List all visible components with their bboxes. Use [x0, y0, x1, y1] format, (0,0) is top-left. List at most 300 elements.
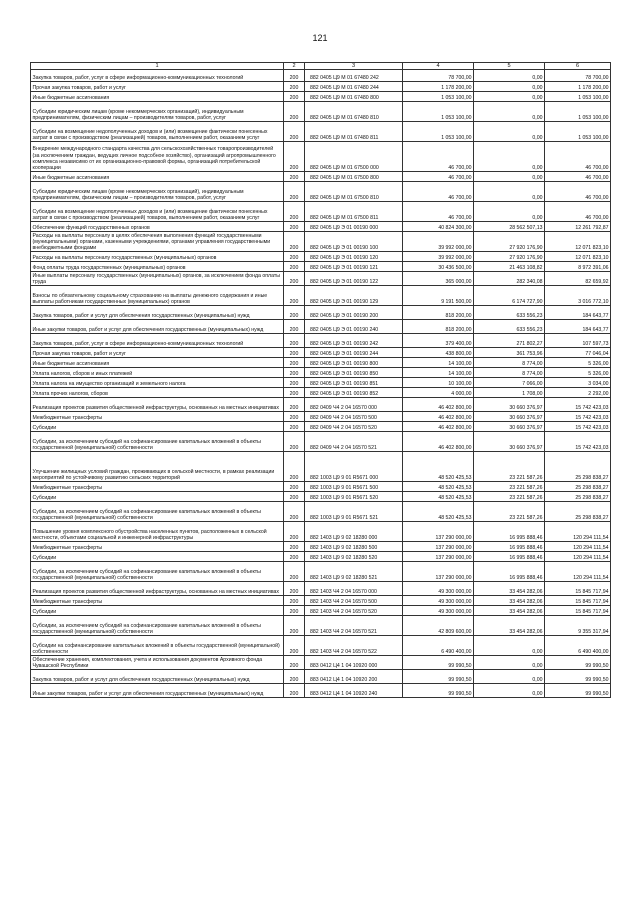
column-header-4: 4 — [403, 63, 474, 70]
table-cell-name: Закупка товаров, работ, услуг в сфере информационно-коммуникационных технологий — [31, 334, 284, 348]
table-cell-executed: 0,00 — [474, 182, 545, 202]
table-cell-unexecuted: 25 298 838,27 — [545, 482, 611, 492]
table-cell-budget-code: 882 0409 Ч4 2 04 16570 520 — [305, 422, 403, 432]
table-cell-name: Субсидии — [31, 552, 284, 562]
table-cell-unexecuted: 25 298 838,27 — [545, 502, 611, 522]
table-cell-executed: 23 221 587,26 — [474, 492, 545, 502]
table-row — [31, 606, 611, 616]
table-cell-executed: 33 454 282,06 — [474, 606, 545, 616]
table-cell-executed: 27 920 176,90 — [474, 232, 545, 252]
table-cell-line-code: 200 — [284, 616, 305, 636]
table-cell-approved: 818 200,00 — [403, 306, 474, 320]
table-cell-unexecuted: 15 845 717,94 — [545, 582, 611, 596]
table-cell-executed: 16 995 888,46 — [474, 562, 545, 582]
table-cell-approved: 42 809 600,00 — [403, 616, 474, 636]
table-cell-unexecuted: 120 294 111,54 — [545, 542, 611, 552]
table-cell-approved: 99 990,50 — [403, 670, 474, 684]
table-cell-budget-code: 882 0405 Ц9 Э 01 00190 851 — [305, 378, 403, 388]
table-cell-line-code: 200 — [284, 552, 305, 562]
table-cell-unexecuted: 1 053 100,00 — [545, 92, 611, 102]
table-cell-name: Субсидии на софинансирование капитальных вложений в объекты государственной (муниципальной) собственности — [31, 636, 284, 656]
table-cell-executed: 0,00 — [474, 82, 545, 92]
table-cell-unexecuted: 99 990,50 — [545, 670, 611, 684]
table-row — [31, 398, 611, 412]
table-cell-unexecuted: 46 700,00 — [545, 182, 611, 202]
table-cell-budget-code: 882 0405 Ц9 М 01 67500 800 — [305, 172, 403, 182]
table-cell-line-code: 200 — [284, 670, 305, 684]
table-cell-unexecuted: 99 990,50 — [545, 684, 611, 698]
table-cell-executed: 0,00 — [474, 636, 545, 656]
table-cell-approved: 78 700,00 — [403, 70, 474, 82]
table-cell-approved: 46 402 800,00 — [403, 412, 474, 422]
table-cell-line-code: 200 — [284, 182, 305, 202]
table-cell-budget-code: 882 1403 Ц9 9 02 18280 521 — [305, 562, 403, 582]
table-cell-executed: 16 995 888,46 — [474, 542, 545, 552]
table-cell-name: Межбюджетные трансферты — [31, 542, 284, 552]
table-cell-executed: 0,00 — [474, 102, 545, 122]
table-row — [31, 412, 611, 422]
table-cell-budget-code: 882 0405 Ц9 Э 01 00190 244 — [305, 348, 403, 358]
table-row — [31, 656, 611, 670]
table-cell-approved: 137 290 000,00 — [403, 522, 474, 542]
table-cell-line-code: 200 — [284, 286, 305, 306]
table-row — [31, 562, 611, 582]
table-cell-approved: 4 000,00 — [403, 388, 474, 398]
table-cell-name: Закупка товаров, работ и услуг для обеспечения государственных (муниципальных) нужд — [31, 670, 284, 684]
table-cell-name: Реализация проектов развития общественной инфраструктуры, основанных на местных инициативах — [31, 398, 284, 412]
table-cell-unexecuted: 3 016 772,10 — [545, 286, 611, 306]
table-cell-name: Уплата налога на имущество организаций и земельного налога — [31, 378, 284, 388]
table-cell-budget-code: 882 1003 Ц9 9 01 R5671 520 — [305, 492, 403, 502]
table-cell-budget-code: 882 0405 Ц9 Э 01 00190 852 — [305, 388, 403, 398]
table-cell-name: Фонд оплаты труда государственных (муниципальных) органов — [31, 262, 284, 272]
table-cell-approved: 46 402 800,00 — [403, 422, 474, 432]
table-cell-name: Иные выплаты персоналу государственных (муниципальных) органов, за исключением фонда оплаты труда — [31, 272, 284, 286]
table-cell-approved: 49 300 000,00 — [403, 606, 474, 616]
table-cell-unexecuted: 46 700,00 — [545, 142, 611, 172]
table-cell-approved: 46 700,00 — [403, 202, 474, 222]
table-cell-budget-code: 882 0405 Ц9 М 01 67480 810 — [305, 102, 403, 122]
table-cell-unexecuted: 12 071 823,10 — [545, 232, 611, 252]
table-cell-executed: 21 463 108,82 — [474, 262, 545, 272]
table-cell-line-code: 200 — [284, 412, 305, 422]
table-cell-line-code: 200 — [284, 684, 305, 698]
table-cell-unexecuted: 8 972 391,06 — [545, 262, 611, 272]
table-cell-unexecuted: 15 742 423,03 — [545, 432, 611, 452]
table-cell-executed: 0,00 — [474, 70, 545, 82]
column-header-6: 6 — [545, 63, 611, 70]
table-cell-executed: 28 562 507,13 — [474, 222, 545, 232]
table-cell-executed: 1 708,00 — [474, 388, 545, 398]
table-cell-name: Иные бюджетные ассигнования — [31, 92, 284, 102]
table-cell-budget-code: 882 0405 Ц9 Э 01 00190 850 — [305, 368, 403, 378]
table-row — [31, 82, 611, 92]
table-cell-unexecuted: 2 292,00 — [545, 388, 611, 398]
table-cell-line-code: 200 — [284, 482, 305, 492]
table-row — [31, 272, 611, 286]
table-cell-line-code: 200 — [284, 272, 305, 286]
table-row — [31, 368, 611, 378]
table-cell-approved: 49 300 000,00 — [403, 582, 474, 596]
table-row — [31, 358, 611, 368]
table-cell-budget-code: 882 0409 Ч4 2 04 16570 000 — [305, 398, 403, 412]
table-cell-line-code: 200 — [284, 596, 305, 606]
table-cell-unexecuted: 46 700,00 — [545, 172, 611, 182]
table-cell-budget-code: 882 0405 Ц9 Э 01 00190 000 — [305, 222, 403, 232]
table-cell-approved: 46 700,00 — [403, 142, 474, 172]
table-cell-budget-code: 883 0412 Ц4 1 04 10920 200 — [305, 670, 403, 684]
table-cell-unexecuted: 120 294 111,54 — [545, 562, 611, 582]
table-cell-name: Уплата прочих налогов, сборов — [31, 388, 284, 398]
table-cell-budget-code: 882 0405 Ц9 Э 01 00190 242 — [305, 334, 403, 348]
table-cell-executed: 282 340,08 — [474, 272, 545, 286]
table-cell-approved: 137 290 000,00 — [403, 552, 474, 562]
table-cell-budget-code: 882 0405 Ц9 Э 01 00190 240 — [305, 320, 403, 334]
table-cell-executed: 8 774,00 — [474, 358, 545, 368]
table-row — [31, 286, 611, 306]
table-cell-line-code: 200 — [284, 334, 305, 348]
table-row — [31, 552, 611, 562]
table-cell-approved: 48 520 425,53 — [403, 492, 474, 502]
table-cell-approved: 10 100,00 — [403, 378, 474, 388]
table-cell-unexecuted: 15 742 423,03 — [545, 398, 611, 412]
table-cell-line-code: 200 — [284, 102, 305, 122]
table-cell-executed: 33 454 282,06 — [474, 616, 545, 636]
column-header-3: 3 — [305, 63, 403, 70]
table-cell-name: Субсидии, за исключением субсидий на софинансирование капитальных вложений в объекты государственной (муниципальной) собственности — [31, 616, 284, 636]
table-cell-executed: 633 556,23 — [474, 306, 545, 320]
table-cell-unexecuted: 82 659,92 — [545, 272, 611, 286]
table-row — [31, 102, 611, 122]
table-cell-approved: 1 053 100,00 — [403, 122, 474, 142]
table-cell-executed: 0,00 — [474, 202, 545, 222]
table-row — [31, 582, 611, 596]
table-row — [31, 378, 611, 388]
table-cell-line-code: 200 — [284, 432, 305, 452]
table-cell-name: Субсидии, за исключением субсидий на софинансирование капитальных вложений в объекты государственной (муниципальной) собственности — [31, 432, 284, 452]
page-number: 121 — [312, 33, 328, 43]
column-header-1: 1 — [31, 63, 284, 70]
table-cell-line-code: 200 — [284, 422, 305, 432]
table-cell-unexecuted: 25 298 838,27 — [545, 492, 611, 502]
table-cell-unexecuted: 99 990,50 — [545, 656, 611, 670]
table-cell-unexecuted: 120 294 111,54 — [545, 522, 611, 542]
table-cell-unexecuted: 15 845 717,94 — [545, 596, 611, 606]
table-cell-name: Закупка товаров, работ и услуг для обеспечения государственных (муниципальных) нужд — [31, 306, 284, 320]
table-cell-approved: 365 000,00 — [403, 272, 474, 286]
table-cell-executed: 0,00 — [474, 142, 545, 172]
table-cell-approved: 1 053 100,00 — [403, 102, 474, 122]
table-cell-executed: 0,00 — [474, 670, 545, 684]
table-cell-name: Иные бюджетные ассигнования — [31, 358, 284, 368]
table-row — [31, 502, 611, 522]
table-row — [31, 348, 611, 358]
table-cell-executed: 23 221 587,26 — [474, 482, 545, 492]
table-cell-budget-code: 882 0405 Ц9 Э 01 00190 200 — [305, 306, 403, 320]
table-row — [31, 122, 611, 142]
table-cell-budget-code: 882 0405 Ц9 М 01 67480 800 — [305, 92, 403, 102]
table-row — [31, 522, 611, 542]
table-cell-unexecuted: 1 053 100,00 — [545, 102, 611, 122]
table-cell-executed: 271 802,27 — [474, 334, 545, 348]
table-cell-budget-code: 882 0405 Ц9 Э 01 00190 121 — [305, 262, 403, 272]
table-cell-approved: 1 053 100,00 — [403, 92, 474, 102]
table-cell-name: Прочая закупка товаров, работ и услуг — [31, 348, 284, 358]
table-cell-executed: 27 920 176,90 — [474, 252, 545, 262]
table-cell-line-code: 200 — [284, 262, 305, 272]
table-cell-executed: 23 221 587,26 — [474, 452, 545, 482]
table-cell-name: Межбюджетные трансферты — [31, 412, 284, 422]
table-cell-executed: 30 660 376,97 — [474, 432, 545, 452]
table-row — [31, 70, 611, 82]
table-row — [31, 684, 611, 698]
table-row — [31, 388, 611, 398]
table-cell-name: Улучшение жилищных условий граждан, проживающих в сельской местности, в рамках реализации мероприятий по устойчивому развитию сельских территорий — [31, 452, 284, 482]
table-cell-budget-code: 882 1403 Ч4 2 04 16570 000 — [305, 582, 403, 596]
table-cell-approved: 14 100,00 — [403, 368, 474, 378]
table-cell-line-code: 200 — [284, 92, 305, 102]
table-cell-line-code: 200 — [284, 582, 305, 596]
table-cell-unexecuted: 184 643,77 — [545, 320, 611, 334]
table-row — [31, 596, 611, 606]
table-cell-budget-code: 882 0405 Ц9 М 01 67500 810 — [305, 182, 403, 202]
table-cell-executed: 0,00 — [474, 684, 545, 698]
table-cell-budget-code: 882 1003 Ц9 9 01 R5671 521 — [305, 502, 403, 522]
table-cell-line-code: 200 — [284, 522, 305, 542]
table-cell-unexecuted: 15 742 423,03 — [545, 422, 611, 432]
table-cell-approved: 6 490 400,00 — [403, 636, 474, 656]
table-cell-line-code: 200 — [284, 542, 305, 552]
table-cell-line-code: 200 — [284, 306, 305, 320]
table-cell-name: Реализация проектов развития общественной инфраструктуры, основанных на местных инициативах — [31, 582, 284, 596]
table-row — [31, 142, 611, 172]
table-cell-name: Иные бюджетные ассигнования — [31, 172, 284, 182]
table-cell-approved: 39 992 000,00 — [403, 252, 474, 262]
table-cell-name: Прочая закупка товаров, работ и услуг — [31, 82, 284, 92]
table-row — [31, 452, 611, 482]
table-cell-approved: 438 800,00 — [403, 348, 474, 358]
table-cell-line-code: 200 — [284, 492, 305, 502]
table-cell-name: Межбюджетные трансферты — [31, 596, 284, 606]
table-cell-name: Субсидии — [31, 606, 284, 616]
table-cell-budget-code: 882 1403 Ц9 9 02 18280 500 — [305, 542, 403, 552]
table-cell-name: Субсидии, за исключением субсидий на софинансирование капитальных вложений в объекты государственной (муниципальной) собственности — [31, 502, 284, 522]
table-row — [31, 222, 611, 232]
table-cell-name: Межбюджетные трансферты — [31, 482, 284, 492]
table-cell-unexecuted: 77 046,04 — [545, 348, 611, 358]
table-cell-budget-code: 882 0409 Ч4 2 04 16570 500 — [305, 412, 403, 422]
table-cell-approved: 46 402 800,00 — [403, 432, 474, 452]
table-cell-name: Расходы на выплаты персоналу в целях обеспечения выполнения функций государственными (муниципальными) органами, казенными учреждениями, органами управления государственными внебюджетными фондами — [31, 232, 284, 252]
table-cell-executed: 23 221 587,26 — [474, 502, 545, 522]
table-cell-executed: 16 995 888,46 — [474, 552, 545, 562]
table-cell-approved: 46 700,00 — [403, 182, 474, 202]
table-cell-unexecuted: 46 700,00 — [545, 202, 611, 222]
table-cell-budget-code: 882 1003 Ц9 9 01 R5671 500 — [305, 482, 403, 492]
table-row — [31, 262, 611, 272]
table-cell-budget-code: 882 0405 Ц9 Э 01 00190 800 — [305, 358, 403, 368]
table-cell-budget-code: 882 0405 Ц9 М 01 67480 244 — [305, 82, 403, 92]
table-cell-name: Закупка товаров, работ, услуг в сфере информационно-коммуникационных технологий — [31, 70, 284, 82]
table-cell-approved: 379 400,00 — [403, 334, 474, 348]
table-cell-line-code: 200 — [284, 562, 305, 582]
table-cell-approved: 49 300 000,00 — [403, 596, 474, 606]
table-cell-unexecuted: 1 053 100,00 — [545, 122, 611, 142]
table-cell-executed: 33 454 282,06 — [474, 596, 545, 606]
table-cell-approved: 14 100,00 — [403, 358, 474, 368]
table-row — [31, 252, 611, 262]
table-cell-unexecuted: 78 700,00 — [545, 70, 611, 82]
table-cell-approved: 39 992 000,00 — [403, 232, 474, 252]
table-row — [31, 172, 611, 182]
table-cell-budget-code: 882 1003 Ц9 9 01 R5671 000 — [305, 452, 403, 482]
table-cell-approved: 48 520 425,53 — [403, 502, 474, 522]
table-cell-line-code: 200 — [284, 202, 305, 222]
table-cell-unexecuted: 9 355 317,94 — [545, 616, 611, 636]
table-cell-line-code: 200 — [284, 122, 305, 142]
table-cell-budget-code: 882 1403 Ц9 9 02 18280 000 — [305, 522, 403, 542]
table-cell-executed: 16 995 888,46 — [474, 522, 545, 542]
table-cell-name: Субсидии — [31, 492, 284, 502]
table-cell-budget-code: 883 0412 Ц4 1 04 10920 240 — [305, 684, 403, 698]
table-cell-line-code: 200 — [284, 348, 305, 358]
table-cell-name: Внедрение международного стандарта качества для сельскохозяйственных товаропроизводителей (за исключением граждан, ведущих личное подсобное хозяйство), организаций агропромышленного комплекса независимо от их организационно-правовой формы, организаций потребительской кооперации — [31, 142, 284, 172]
table-cell-line-code: 200 — [284, 368, 305, 378]
table-cell-name: Повышение уровня комплексного обустройства населенных пунктов, расположенных в сельской местности, объектами социальной и инженерной инфраструктуры — [31, 522, 284, 542]
table-cell-budget-code: 882 0405 Ц9 М 01 67480 811 — [305, 122, 403, 142]
table-cell-name: Обеспечение функций государственных органов — [31, 222, 284, 232]
table-cell-name: Иные закупки товаров, работ и услуг для обеспечения государственных (муниципальных) нужд — [31, 320, 284, 334]
table-cell-approved: 9 191 500,00 — [403, 286, 474, 306]
table-cell-name: Обеспечение хранения, комплектования, учета и использования документов Архивного фонда Чувашской Республики — [31, 656, 284, 670]
table-row — [31, 202, 611, 222]
table-row — [31, 636, 611, 656]
table-cell-line-code: 200 — [284, 636, 305, 656]
table-cell-line-code: 200 — [284, 232, 305, 252]
table-row — [31, 320, 611, 334]
table-cell-name: Взносы по обязательному социальному страхованию на выплаты денежного содержания и иные выплаты работникам государственных (муниципальных) органов — [31, 286, 284, 306]
table-row — [31, 616, 611, 636]
table-cell-approved: 137 290 000,00 — [403, 542, 474, 552]
table-cell-approved: 818 200,00 — [403, 320, 474, 334]
table-cell-approved: 99 990,50 — [403, 656, 474, 670]
table-row — [31, 670, 611, 684]
table-cell-budget-code: 883 0412 Ц4 1 04 10920 000 — [305, 656, 403, 670]
table-cell-unexecuted: 15 742 423,03 — [545, 412, 611, 422]
table-cell-unexecuted: 5 326,00 — [545, 368, 611, 378]
table-cell-line-code: 200 — [284, 502, 305, 522]
table-cell-budget-code: 882 1403 Ч4 2 04 16570 500 — [305, 596, 403, 606]
budget-table-container — [30, 62, 610, 698]
table-cell-approved: 48 520 425,53 — [403, 452, 474, 482]
table-cell-line-code: 200 — [284, 378, 305, 388]
table-cell-executed: 8 774,00 — [474, 368, 545, 378]
table-cell-executed: 30 660 376,97 — [474, 422, 545, 432]
table-cell-executed: 0,00 — [474, 122, 545, 142]
table-cell-unexecuted: 120 294 111,54 — [545, 552, 611, 562]
table-cell-approved: 40 824 300,00 — [403, 222, 474, 232]
column-header-5: 5 — [474, 63, 545, 70]
table-cell-line-code: 200 — [284, 222, 305, 232]
table-row — [31, 232, 611, 252]
table-cell-line-code: 200 — [284, 388, 305, 398]
table-cell-unexecuted: 107 597,73 — [545, 334, 611, 348]
table-cell-name: Субсидии на возмещение недополученных доходов и (или) возмещение фактически понесенных затрат в связи с производством (реализацией) товаров, выполнением работ, оказанием услуг — [31, 122, 284, 142]
table-cell-name: Иные закупки товаров, работ и услуг для обеспечения государственных (муниципальных) нужд — [31, 684, 284, 698]
table-cell-line-code: 200 — [284, 252, 305, 262]
table-row — [31, 182, 611, 202]
table-cell-line-code: 200 — [284, 142, 305, 172]
table-cell-name: Расходы на выплаты персоналу государственных (муниципальных) органов — [31, 252, 284, 262]
table-row — [31, 482, 611, 492]
table-cell-unexecuted: 12 261 792,87 — [545, 222, 611, 232]
table-header-row — [31, 63, 611, 70]
table-cell-unexecuted: 5 326,00 — [545, 358, 611, 368]
table-row — [31, 432, 611, 452]
table-cell-line-code: 200 — [284, 452, 305, 482]
table-cell-approved: 99 990,50 — [403, 684, 474, 698]
table-cell-line-code: 200 — [284, 606, 305, 616]
table-cell-line-code: 200 — [284, 398, 305, 412]
table-cell-unexecuted: 25 298 838,27 — [545, 452, 611, 482]
table-cell-approved: 30 436 500,00 — [403, 262, 474, 272]
table-cell-executed: 30 660 376,97 — [474, 398, 545, 412]
table-cell-approved: 1 178 200,00 — [403, 82, 474, 92]
table-cell-executed: 33 454 282,06 — [474, 582, 545, 596]
table-row — [31, 92, 611, 102]
table-cell-unexecuted: 184 643,77 — [545, 306, 611, 320]
table-cell-name: Субсидии юридическим лицам (кроме некоммерческих организаций), индивидуальным предпринимателям, физическим лицам – производителям товаров, работ, услуг — [31, 102, 284, 122]
table-cell-executed: 7 066,00 — [474, 378, 545, 388]
table-cell-line-code: 200 — [284, 358, 305, 368]
table-cell-executed: 6 174 727,90 — [474, 286, 545, 306]
budget-table — [30, 62, 611, 698]
table-cell-line-code: 200 — [284, 320, 305, 334]
table-cell-budget-code: 882 0405 Ц9 Э 01 00190 120 — [305, 252, 403, 262]
table-cell-name: Субсидии на возмещение недополученных доходов и (или) возмещение фактически понесенных затрат в связи с производством (реализацией) товаров, выполнением работ, оказанием услуг — [31, 202, 284, 222]
table-cell-name: Субсидии, за исключением субсидий на софинансирование капитальных вложений в объекты государственной (муниципальной) собственности — [31, 562, 284, 582]
table-cell-line-code: 200 — [284, 70, 305, 82]
table-cell-approved: 48 520 425,53 — [403, 482, 474, 492]
table-cell-budget-code: 882 1403 Ч4 2 04 16570 522 — [305, 636, 403, 656]
table-cell-unexecuted: 15 845 717,94 — [545, 606, 611, 616]
table-cell-name: Субсидии юридическим лицам (кроме некоммерческих организаций), индивидуальным предпринимателям, физическим лицам – производителям товаров, работ, услуг — [31, 182, 284, 202]
table-cell-budget-code: 882 0405 Ц9 Э 01 00190 129 — [305, 286, 403, 306]
table-cell-budget-code: 882 1403 Ч4 2 04 16570 520 — [305, 606, 403, 616]
table-cell-executed: 0,00 — [474, 172, 545, 182]
table-cell-budget-code: 882 1403 Ч4 2 04 16570 521 — [305, 616, 403, 636]
table-cell-unexecuted: 12 071 823,10 — [545, 252, 611, 262]
table-cell-line-code: 200 — [284, 172, 305, 182]
table-cell-unexecuted: 1 178 200,00 — [545, 82, 611, 92]
table-cell-executed: 0,00 — [474, 92, 545, 102]
table-cell-budget-code: 882 0405 Ц9 Э 01 00190 100 — [305, 232, 403, 252]
column-header-2: 2 — [284, 63, 305, 70]
table-row — [31, 542, 611, 552]
table-row — [31, 422, 611, 432]
table-cell-budget-code: 882 0405 Ц9 М 01 67480 242 — [305, 70, 403, 82]
table-cell-approved: 46 700,00 — [403, 172, 474, 182]
table-cell-approved: 137 290 000,00 — [403, 562, 474, 582]
table-cell-budget-code: 882 0405 Ц9 Э 01 00190 122 — [305, 272, 403, 286]
table-cell-name: Уплата налогов, сборов и иных платежей — [31, 368, 284, 378]
table-cell-line-code: 200 — [284, 82, 305, 92]
table-cell-unexecuted: 6 490 400,00 — [545, 636, 611, 656]
table-cell-name: Субсидии — [31, 422, 284, 432]
table-cell-approved: 46 402 800,00 — [403, 398, 474, 412]
table-row — [31, 306, 611, 320]
table-row — [31, 334, 611, 348]
